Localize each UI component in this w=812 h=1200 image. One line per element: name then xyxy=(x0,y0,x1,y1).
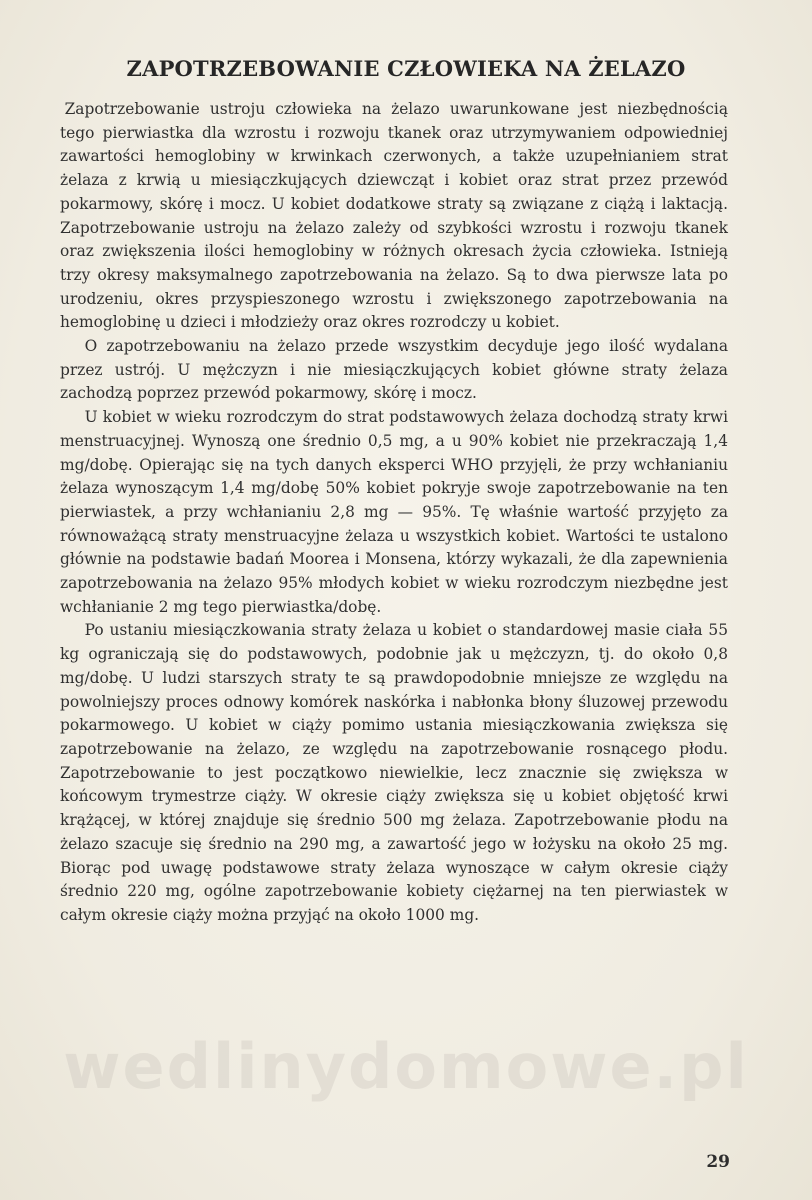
paragraph-1: Zapotrzebowanie ustroju człowieka na żelazo uwarunkowane jest niezbędnością tego pierwiastka dla wzrostu i rozwoju tkanek oraz utrzymywaniem odpowiedniej zawartości hemoglobiny w krwinkach czerwonych, a także uzupełnianiem strat żelaza z krwią u miesiączkujących dziewcząt i kobiet oraz strat przez przewód pokarmowy, skórę i mocz. U kobiet dodatkowe straty są związane z ciążą i laktacją. Zapotrzebowanie ustroju na żelazo zależy od szybkości wzrostu i rozwoju tkanek oraz zwiększenia ilości hemoglobiny w różnych okresach życia człowieka. Istnieją trzy okresy maksymalnego zapotrzebowania na żelazo. Są to dwa pierwsze lata po urodzeniu, okres przyspieszonego wzrostu i zwiększonego zapotrzebowania na hemoglobinę u dzieci i młodzieży oraz okres rozrodczy u kobiet. xyxy=(60,100,728,332)
paragraph-2: O zapotrzebowaniu na żelazo przede wszystkim decyduje jego ilość wydalana przez ustrój. U mężczyzn i nie miesiączkujących kobiet główne straty żelaza zachodzą poprzez przewód pokarmowy, skórę i mocz. xyxy=(60,337,728,403)
watermark: wedlinydomowe.pl xyxy=(63,1030,749,1103)
page-title: ZAPOTRZEBOWANIE CZŁOWIEKA NA ŻELAZO xyxy=(126,56,686,81)
paragraph-4: Po ustaniu miesiączkowania straty żelaza u kobiet o standardowej masie ciała 55 kg ograniczają się do podstawowych, podobnie jak u mężczyzn, tj. do około 0,8 mg/dobę. U ludzi starszych straty te są prawdopodobnie mniejsze ze względu na powolniejszy proces odnowy komórek naskórka i nabłonka błony śluzowej przewodu pokarmowego. U kobiet w ciąży pomimo ustania miesiączkowania zwiększa się zapotrzebowanie na żelazo, ze względu na zapotrzebowanie rosnącego płodu. Zapotrzebowanie to jest początkowo niewielkie, lecz znacznie się zwiększa w końcowym trymestrze ciąży. W okresie ciąży zwiększa się u kobiet objętość krwi krążącej, w której znajduje się średnio 500 mg żelaza. Zapotrzebowanie płodu na żelazo szacuje się średnio na 290 mg, a zawartość jego w łożysku na około 25 mg. Biorąc pod uwagę podstawowe straty żelaza wynoszące w całym okresie ciąży średnio 220 mg, ogólne zapotrzebowanie kobiety ciężarnej na ten pierwiastek w całym okresie ciąży można przyjąć na około 1000 mg. xyxy=(60,621,728,924)
page-number: 29 xyxy=(706,1152,730,1172)
paragraph-3: U kobiet w wieku rozrodczym do strat podstawowych żelaza dochodzą straty krwi menstruacyjnej. Wynoszą one średnio 0,5 mg, a u 90% kobiet nie przekraczają 1,4 mg/dobę. Opierając się na tych danych eksperci WHO przyjęli, że przy wchłanianiu żelaza wynoszącym 1,4 mg/dobę 50% kobiet pokryje swoje zapotrzebowanie na ten pierwiastek, a przy wchłanianiu 2,8 mg — 95%. Tę właśnie wartość przyjęto za równoważącą straty menstruacyjne żelaza u wszystkich kobiet. Wartości te ustalono głównie na podstawie badań Moorea i Monsena, którzy wykazali, że dla zapewnienia zapotrzebowania na żelazo 95% młodych kobiet w wieku rozrodczym niezbędne jest wchłanianie 2 mg tego pierwiastka/dobę. xyxy=(60,408,728,616)
body-text xyxy=(60,98,728,928)
